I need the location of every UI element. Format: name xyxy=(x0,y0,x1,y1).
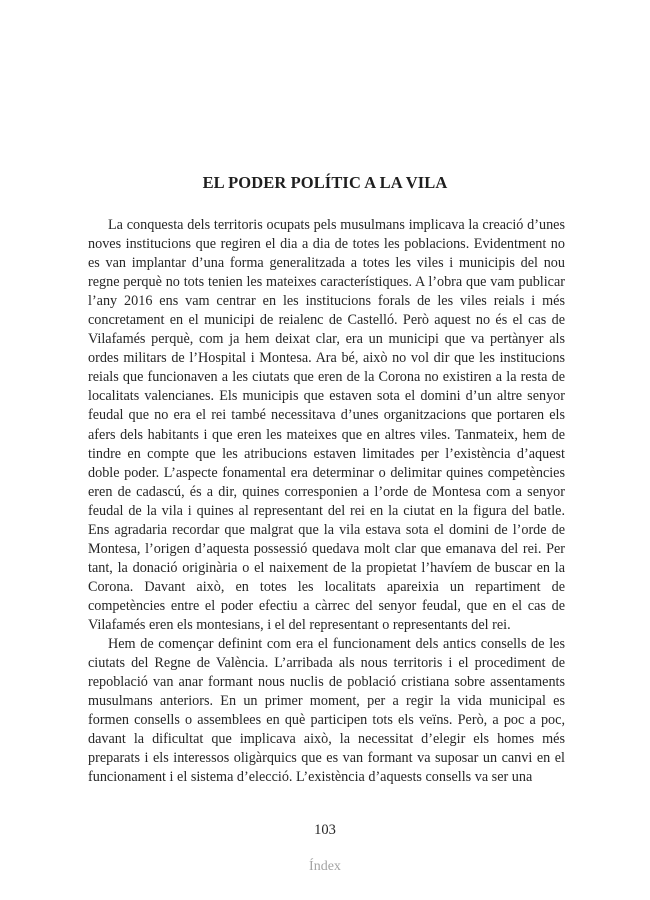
paragraph: Hem de començar definint com era el funcionament dels antics consells de les ciutats del Regne de València. L’arribada als nous territoris i el procediment de repoblació van anar formant nous nuclis de població cristiana sobre assentaments musulmans anteriors. En un primer moment, per a regir la vida municipal es formen consells o assemblees en què participen tots els veïns. Però, a poc a poc, davant la dificultat que implicava això, la necessitat d’elegir els homes més preparats i els interessos oligàrquics que es van formant va suposar un canvi en el funcionament i el sistema d’elecció. L’existència d’aquests consells va ser una xyxy=(88,636,565,786)
chapter-title: EL PODER POLÍTIC A LA VILA xyxy=(202,173,448,192)
index-link[interactable]: Índex xyxy=(309,859,341,874)
body-text xyxy=(88,216,565,787)
paragraph: La conquesta dels territoris ocupats pels musulmans implicava la creació d’unes noves institucions que regiren el dia a dia de totes les poblacions. Evidentment no es van implantar d’una forma generalitzada a totes les viles i municipis del nou regne perquè no tots tenien les mateixes característiques. A l’obra que vam publicar l’any 2016 ens vam centrar en les institucions forals de les viles reials i més concretament en el municipi de reialenc de Castelló. Però aquest no és el cas de Vilafamés perquè, com ja hem deixat clar, era un municipi que va pertànyer als ordes militars de l’Hospital i Montesa. Ara bé, això no vol dir que les institucions reials que funcionaven a les ciutats que eren de la Corona no existiren a la resta de localitats valencianes. Els municipis que estaven sota el domini d’un altre senyor feudal que no era el rei també necessitava d’unes organitzacions que portaren els afers dels habitants i que eren les mateixes que en altres viles. Tanmateix, hem de tindre en compte que les atribucions estaven limitades per l’existència d’aquest doble poder. L’aspecte fonamental era determinar o delimitar quines competències eren de cadascú, és a dir, quines corresponien a l’orde de Montesa com a senyor feudal de la vila i quines al representant del rei en la ciutat en la figura del batle. Ens agradaria recordar que malgrat que la vila estava sota el domini de l’orde de Montesa, l’origen d’aquesta possessió quedava molt clar que emanava del rei. Per tant, la donació originària o el naixement de la propietat l’havíem de buscar en la Corona. Davant això, en totes les localitats apareixia un repartiment de competències entre el poder efectiu a càrrec del senyor feudal, que en el cas de Vilafamés eren els montesians, i el del representant o representants del rei. xyxy=(88,217,565,633)
page-number: 103 xyxy=(314,822,336,838)
